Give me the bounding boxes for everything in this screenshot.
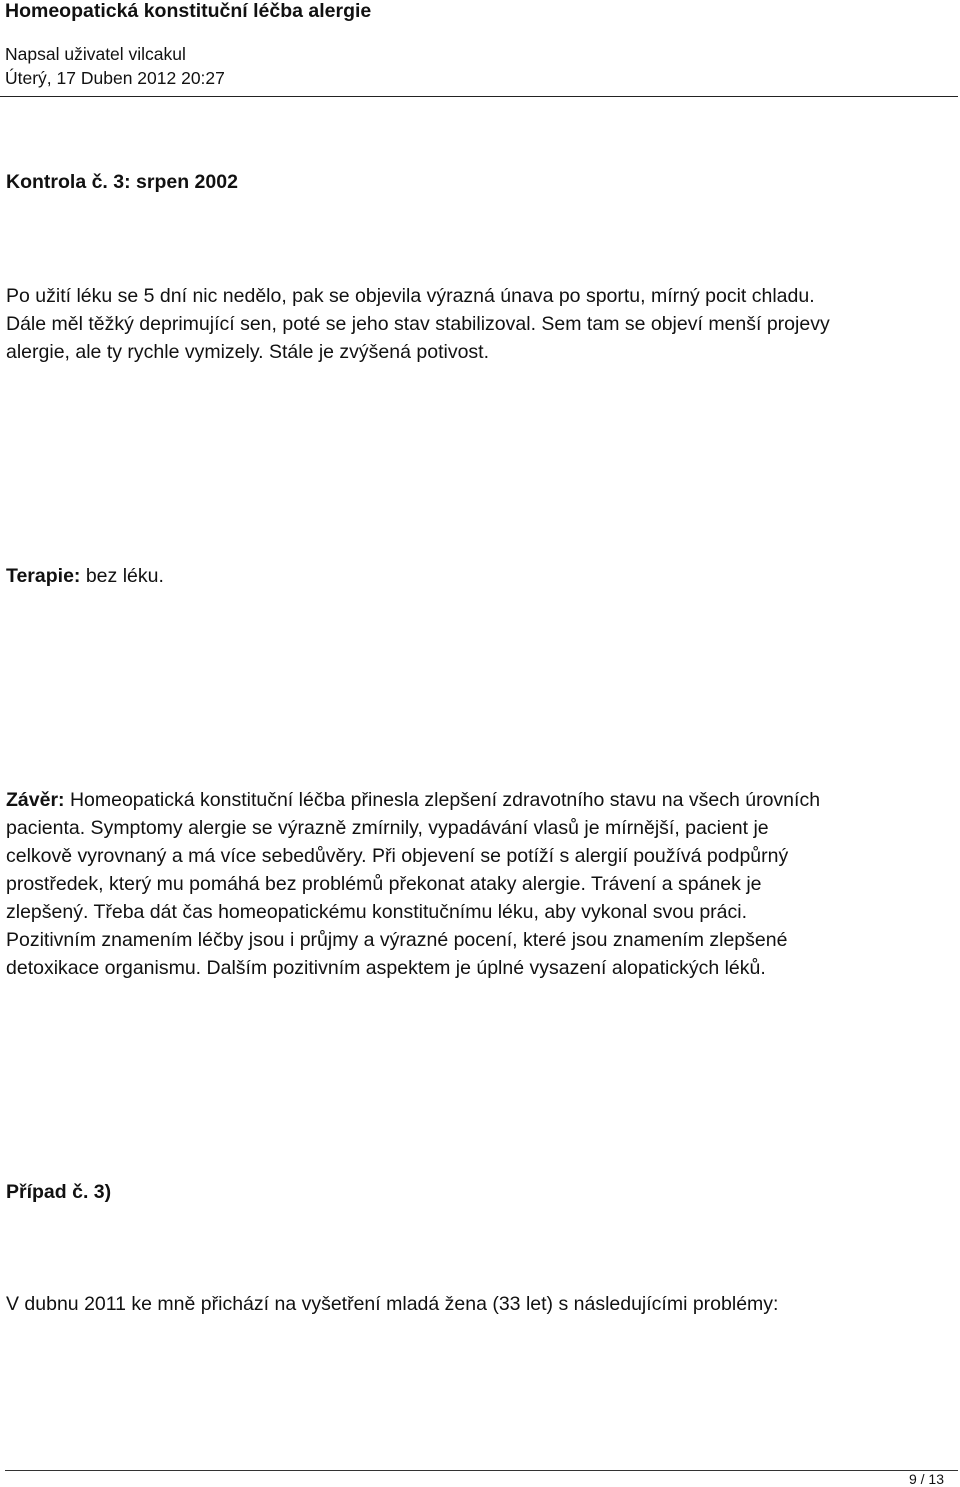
article-author: Napsal uživatel vilcakul — [5, 44, 186, 64]
document-header — [0, 0, 958, 97]
zaver-first-line: Homeopatická konstituční léčba přinesla zlepšení zdravotního stavu na všech úrovních — [64, 789, 821, 811]
article-title: Homeopatická konstituční léčba alergie — [5, 0, 372, 22]
paragraph-line: celkově vyrovnaný a má více sebedůvěry. Při objevení se potíží s alergií používá podpůrný — [6, 845, 789, 867]
paragraph-line: Po užití léku se 5 dní nic nedělo, pak se objevila výrazná únava po sportu, mírný pocit chladu. — [6, 285, 815, 307]
paragraph-line: zlepšený. Třeba dát čas homeopatickému konstitučnímu léku, aby vykonal svou práci. — [6, 901, 748, 923]
paragraph-line: Pozitivním znamením léčby jsou i průjmy a výrazné pocení, které jsou znamením zlepšené — [6, 929, 788, 951]
kontrola-heading: Kontrola č. 3: srpen 2002 — [6, 171, 238, 193]
pripad-paragraph: V dubnu 2011 ke mně přichází na vyšetření mladá žena (33 let) s následujícími problémy: — [6, 1293, 779, 1315]
zaver-label: Závěr: — [6, 789, 65, 811]
zaver-paragraph — [6, 786, 951, 982]
page-number: 9 / 13 — [908, 1471, 944, 1487]
paragraph-line: pacienta. Symptomy alergie se výrazně zmírnily, vypadávání vlasů je mírnější, pacient je — [6, 817, 769, 839]
paragraph-line: detoxikace organismu. Dalším pozitivním aspektem je úplné vysazení alopatických léků. — [6, 957, 766, 979]
footer-divider — [5, 1470, 958, 1471]
paragraph-line — [6, 786, 951, 814]
pripad-heading: Případ č. 3) — [6, 1181, 112, 1203]
article-date: Úterý, 17 Duben 2012 20:27 — [5, 68, 225, 88]
paragraph-line: Dále měl těžký deprimující sen, poté se jeho stav stabilizoval. Sem tam se objeví menší projevy — [6, 313, 830, 335]
paragraph-line: prostředek, který mu pomáhá bez problémů překonat ataky alergie. Trávení a spánek je — [6, 873, 762, 895]
terapie-label: Terapie: — [6, 565, 81, 587]
kontrola-paragraph — [6, 282, 951, 366]
terapie-paragraph — [6, 562, 951, 590]
paragraph-line: alergie, ale ty rychle vymizely. Stále je zvýšená potivost. — [6, 341, 490, 363]
terapie-text: bez léku. — [80, 565, 164, 587]
